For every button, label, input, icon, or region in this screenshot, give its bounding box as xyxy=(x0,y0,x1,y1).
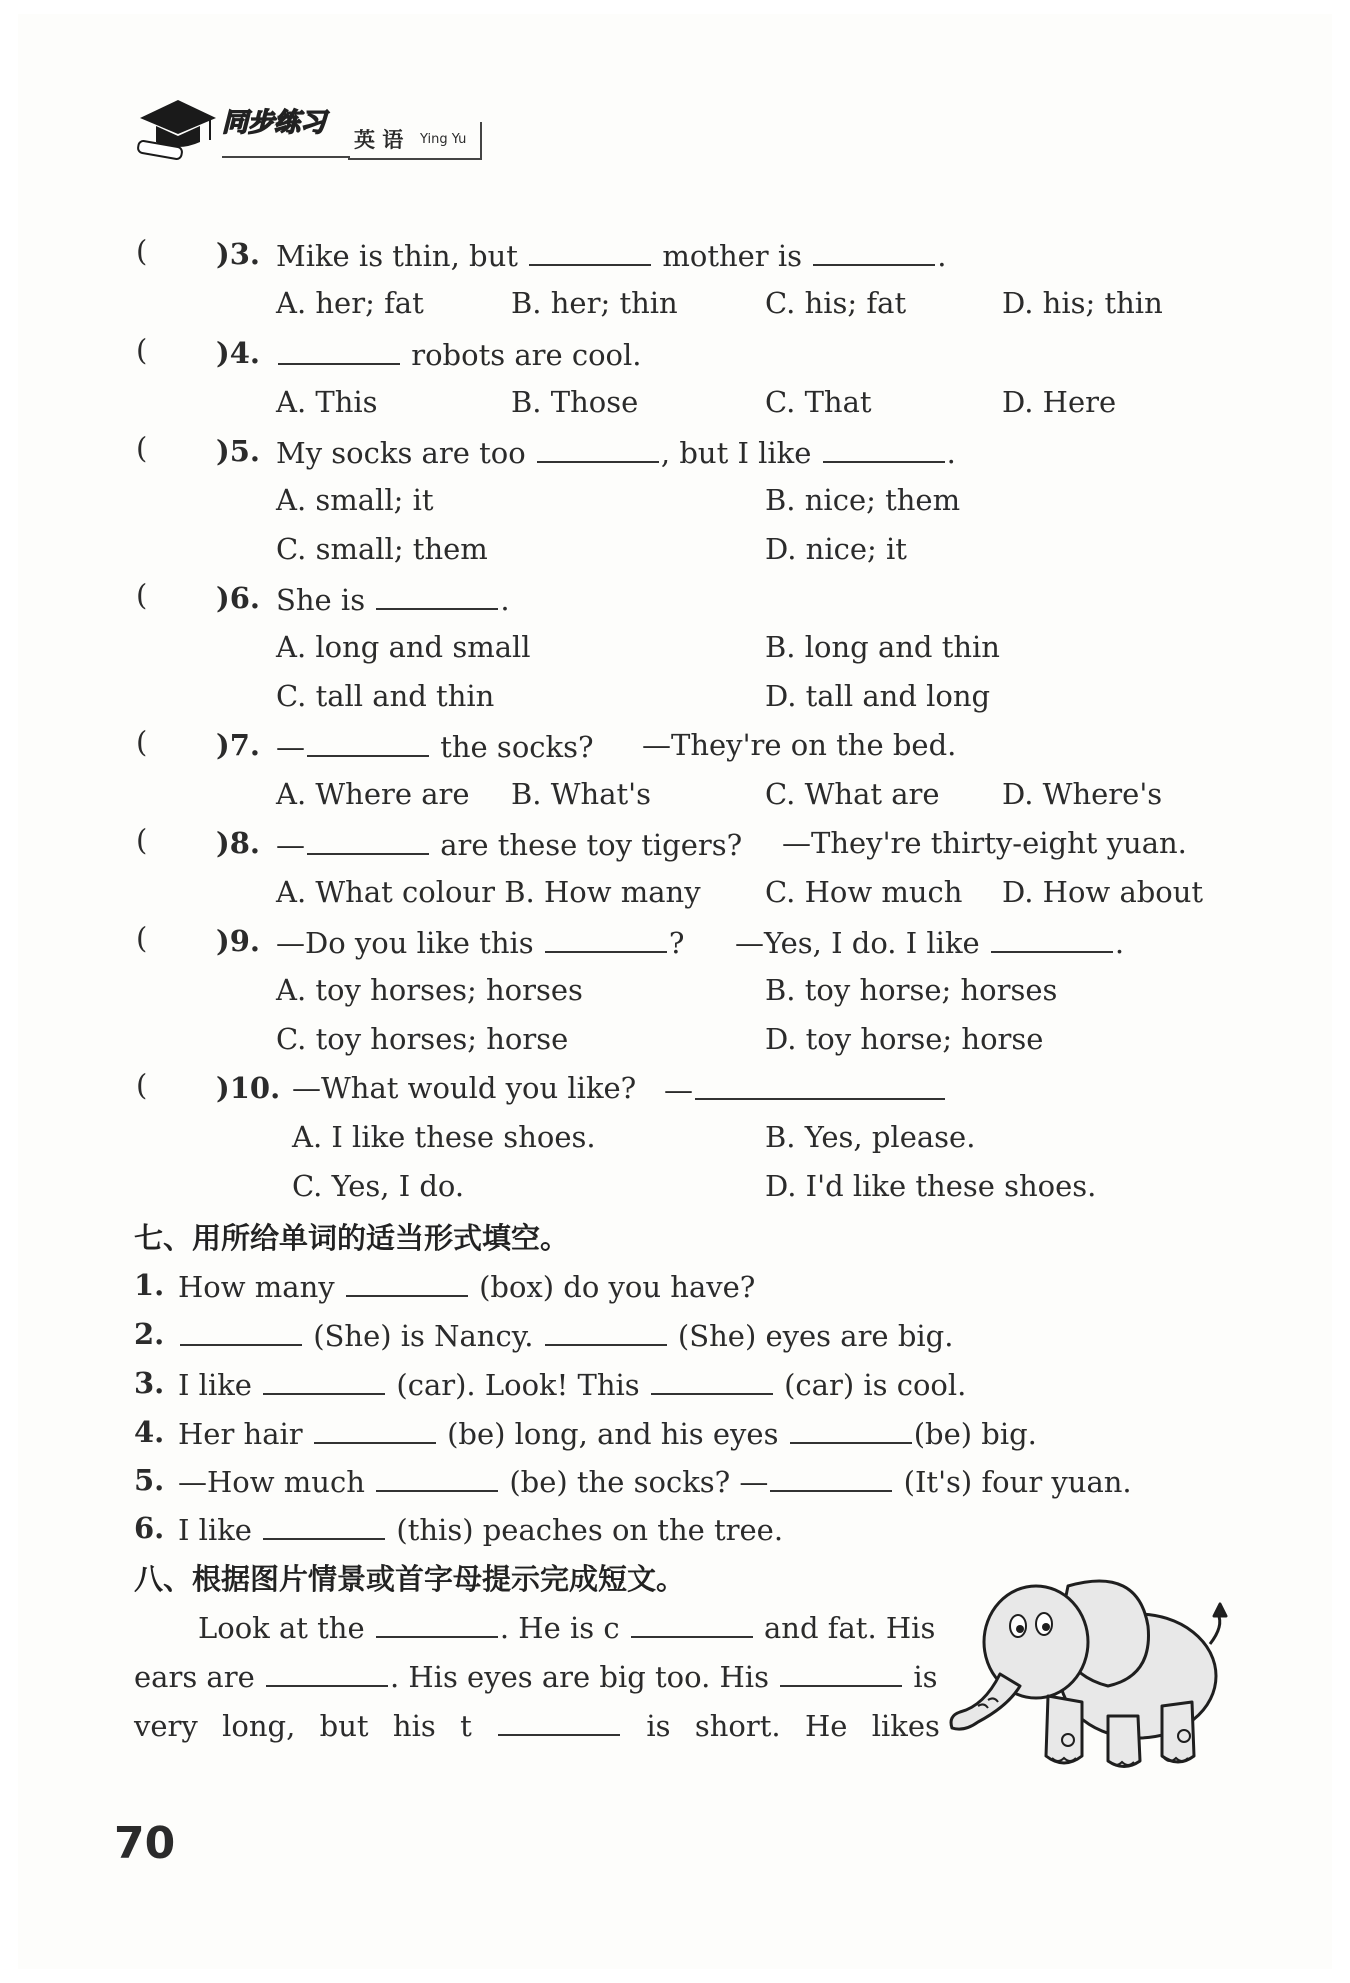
graduation-cap-icon xyxy=(130,90,220,165)
question-text: —What would you like? xyxy=(292,1071,637,1105)
blank[interactable] xyxy=(813,234,935,266)
elephant-illustration xyxy=(948,1556,1238,1786)
question-number: )7. xyxy=(216,728,260,762)
question-text: — are these toy tigers? xyxy=(276,823,742,865)
passage-line-2: ears are . His eyes are big too. His is xyxy=(134,1655,938,1697)
fill-item-4: Her hair (be) long, and his eyes (be) big. xyxy=(178,1412,1037,1454)
blank[interactable] xyxy=(498,1704,620,1736)
blank[interactable] xyxy=(545,1314,667,1346)
option-d[interactable]: D. Here xyxy=(1002,385,1117,419)
answer-paren[interactable]: ( xyxy=(136,431,148,465)
option-b[interactable]: B. long and thin xyxy=(765,630,1000,664)
blank[interactable] xyxy=(545,921,667,953)
option-a[interactable]: A. long and small xyxy=(276,630,531,664)
answer-paren[interactable]: ( xyxy=(136,333,148,367)
blank[interactable] xyxy=(529,234,651,266)
question-text: She is . xyxy=(276,578,510,620)
question-text: My socks are too , but I like . xyxy=(276,431,956,473)
option-d[interactable]: D. toy horse; horse xyxy=(765,1022,1044,1056)
blank[interactable] xyxy=(651,1363,773,1395)
option-c[interactable]: C. tall and thin xyxy=(276,679,495,713)
question-text: — the socks? xyxy=(276,725,594,767)
option-a[interactable]: A. her; fat xyxy=(276,286,424,320)
blank[interactable] xyxy=(307,725,429,757)
option-a-b[interactable]: A. What colour B. How many xyxy=(276,875,701,909)
blank[interactable] xyxy=(307,823,429,855)
blank[interactable] xyxy=(376,578,498,610)
question-number: )3. xyxy=(216,237,260,271)
option-a[interactable]: A. This xyxy=(276,385,378,419)
option-a[interactable]: A. Where are xyxy=(276,777,470,811)
answer-text: —They're on the bed. xyxy=(642,728,957,762)
blank[interactable] xyxy=(266,1655,388,1687)
question-number: )5. xyxy=(216,434,260,468)
option-c[interactable]: C. small; them xyxy=(276,532,488,566)
blank[interactable] xyxy=(695,1068,945,1100)
header-rule xyxy=(222,156,350,158)
option-c[interactable]: C. That xyxy=(765,385,872,419)
option-a[interactable]: A. toy horses; horses xyxy=(276,973,583,1007)
item-number: 5. xyxy=(134,1463,165,1497)
question-number: )6. xyxy=(216,581,260,615)
blank[interactable] xyxy=(314,1412,436,1444)
section-7-title: 七、用所给单词的适当形式填空。 xyxy=(134,1221,570,1255)
item-number: 6. xyxy=(134,1511,165,1545)
option-d[interactable]: D. tall and long xyxy=(765,679,991,713)
answer-text: — xyxy=(664,1068,947,1110)
blank[interactable] xyxy=(631,1606,753,1638)
answer-paren[interactable]: ( xyxy=(136,578,148,612)
option-b[interactable]: B. Those xyxy=(511,385,639,419)
blank[interactable] xyxy=(790,1412,912,1444)
header xyxy=(130,90,490,170)
option-d[interactable]: D. How about xyxy=(1002,875,1204,909)
blank[interactable] xyxy=(537,431,659,463)
blank[interactable] xyxy=(376,1460,498,1492)
option-b[interactable]: B. What's xyxy=(511,777,652,811)
option-c[interactable]: C. What are xyxy=(765,777,940,811)
logo-text: 同步练习 xyxy=(222,108,327,138)
blank[interactable] xyxy=(991,921,1113,953)
answer-paren[interactable]: ( xyxy=(136,234,148,268)
passage-line-1: Look at the . He is c and fat. His xyxy=(198,1606,935,1648)
subject-pinyin: Ying Yu xyxy=(420,132,467,147)
answer-paren[interactable]: ( xyxy=(136,921,148,955)
option-a[interactable]: A. small; it xyxy=(276,483,434,517)
item-number: 1. xyxy=(134,1268,165,1302)
option-c[interactable]: C. Yes, I do. xyxy=(292,1169,465,1203)
option-c[interactable]: C. How much xyxy=(765,875,963,909)
answer-text: —Yes, I do. I like . xyxy=(735,921,1124,963)
fill-item-2: (She) is Nancy. (She) eyes are big. xyxy=(178,1314,953,1356)
blank[interactable] xyxy=(263,1363,385,1395)
option-c[interactable]: C. toy horses; horse xyxy=(276,1022,569,1056)
fill-item-1: How many (box) do you have? xyxy=(178,1265,755,1307)
item-number: 2. xyxy=(134,1317,165,1351)
blank[interactable] xyxy=(263,1508,385,1540)
option-d[interactable]: D. I'd like these shoes. xyxy=(765,1169,1097,1203)
subject-label: 英 语 xyxy=(354,128,404,152)
passage-line-3: very long, but his t is short. He likes xyxy=(134,1704,940,1746)
subject-box xyxy=(348,122,482,160)
blank[interactable] xyxy=(823,431,945,463)
option-a[interactable]: A. I like these shoes. xyxy=(292,1120,596,1154)
item-number: 3. xyxy=(134,1366,165,1400)
item-number: 4. xyxy=(134,1415,165,1449)
answer-text: —They're thirty-eight yuan. xyxy=(782,826,1187,860)
page-number: 70 xyxy=(114,1818,176,1869)
answer-paren[interactable]: ( xyxy=(136,725,148,759)
answer-paren[interactable]: ( xyxy=(136,1068,148,1102)
option-d[interactable]: D. his; thin xyxy=(1002,286,1163,320)
blank[interactable] xyxy=(180,1314,302,1346)
question-text: Mike is thin, but mother is . xyxy=(276,234,947,276)
section-8-title: 八、根据图片情景或首字母提示完成短文。 xyxy=(134,1562,686,1596)
option-b[interactable]: B. her; thin xyxy=(511,286,678,320)
blank[interactable] xyxy=(346,1265,468,1297)
fill-item-3: I like (car). Look! This (car) is cool. xyxy=(178,1363,966,1405)
answer-paren[interactable]: ( xyxy=(136,823,148,857)
option-c[interactable]: C. his; fat xyxy=(765,286,907,320)
blank[interactable] xyxy=(770,1460,892,1492)
fill-item-6: I like (this) peaches on the tree. xyxy=(178,1508,783,1550)
question-number: )9. xyxy=(216,924,260,958)
question-number: )8. xyxy=(216,826,260,860)
blank[interactable] xyxy=(278,333,400,365)
question-text: robots are cool. xyxy=(276,333,642,375)
option-b[interactable]: B. Yes, please. xyxy=(765,1120,976,1154)
fill-item-5: —How much (be) the socks? — (It's) four yuan. xyxy=(178,1460,1132,1502)
question-number: )4. xyxy=(216,336,260,370)
question-text: —Do you like this ? xyxy=(276,921,684,963)
option-b[interactable]: B. nice; them xyxy=(765,483,961,517)
option-b[interactable]: B. toy horse; horses xyxy=(765,973,1058,1007)
question-number: )10. xyxy=(216,1071,281,1105)
blank[interactable] xyxy=(376,1606,498,1638)
option-d[interactable]: D. Where's xyxy=(1002,777,1163,811)
blank[interactable] xyxy=(780,1655,902,1687)
option-d[interactable]: D. nice; it xyxy=(765,532,907,566)
